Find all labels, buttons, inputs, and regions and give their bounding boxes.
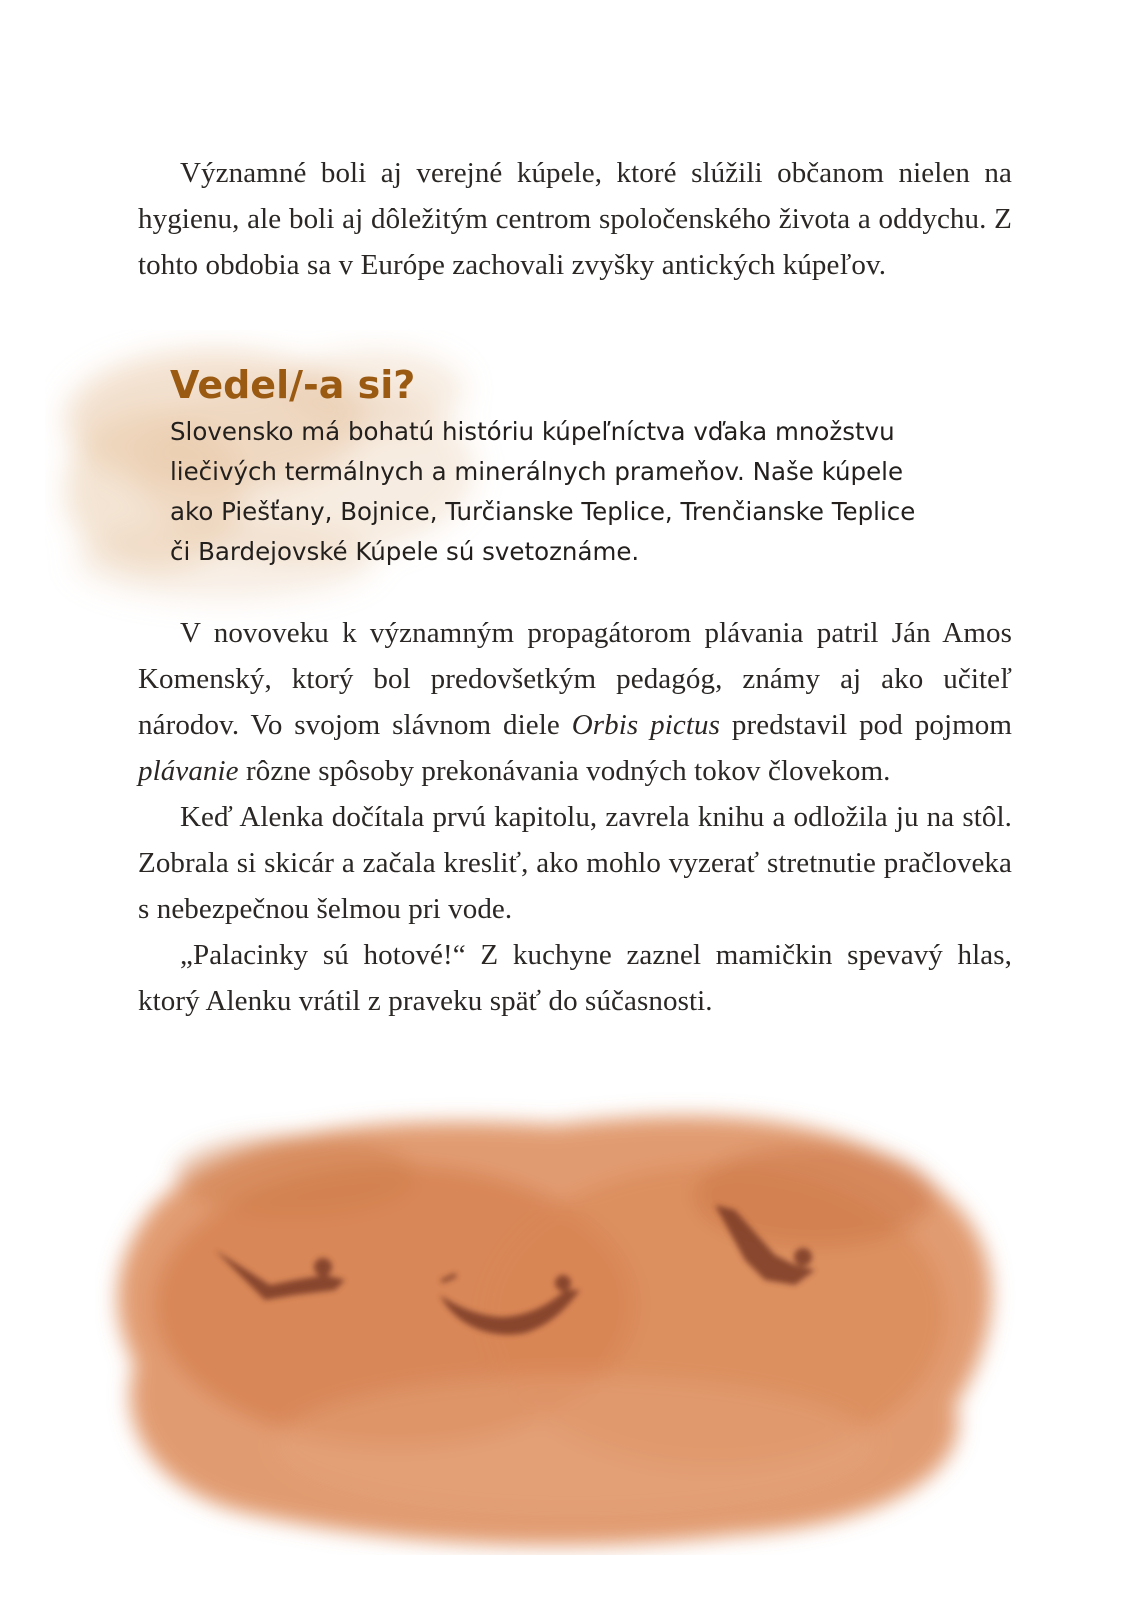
infobox-line: ako Piešťany, Bojnice, Turčianske Teplice, Trenčianske Teplice [170,497,916,526]
did-you-know-box [170,360,1010,572]
paragraph-group [138,610,1012,1024]
text-run: V novoveku k významným propagátorom plávania patril Ján Amos Komenský, ktorý bol predovšetkým pedagóg, známy aj ako učiteľ národov. Vo svojom slávnom diele [138,617,1012,741]
infobox-line: Slovensko má bohatú históriu kúpeľníctva vďaka množstvu [170,417,895,446]
paragraph-text: Významné boli aj verejné kúpele, ktoré slúžili občanom nielen na hygienu, ale boli aj dôležitým centrom spoločenského života a oddychu. Z tohto obdobia sa v Európe zachovali zvyšky antických kúpeľov. [138,157,1012,281]
infobox-line: či Bardejovské Kúpele sú svetoznáme. [170,537,640,566]
paragraph-komensky [138,610,1012,794]
infobox-text [170,412,1010,572]
infobox-line: liečivých termálnych a minerálnych prameňov. Naše kúpele [170,457,904,486]
paragraph-alenka: Keď Alenka dočítala prvú kapitolu, zavrela knihu a odložila ju na stôl. Zobrala si skicár a začala kresliť, ako mohlo vyzerať stretnutie pračloveka s nebezpečnou šelmou pri vode. [138,801,1012,925]
infobox-title: Vedel/-a si? [170,363,416,407]
paragraph-spa [138,150,1012,288]
cave-painting-swimmers-icon [95,1085,1030,1555]
term-plavanie: plávanie [138,755,239,787]
text-run: predstavil pod pojmom [720,709,1013,741]
book-title-orbis-pictus: Orbis pictus [571,709,721,741]
text-run: rôzne spôsoby prekonávania vodných tokov človekom. [238,755,891,787]
paragraph-palacinky: „Palacinky sú hotové!“ Z kuchyne zaznel mamičkin spevavý hlas, ktorý Alenku vrátil z praveku späť do súčasnosti. [138,939,1012,1017]
